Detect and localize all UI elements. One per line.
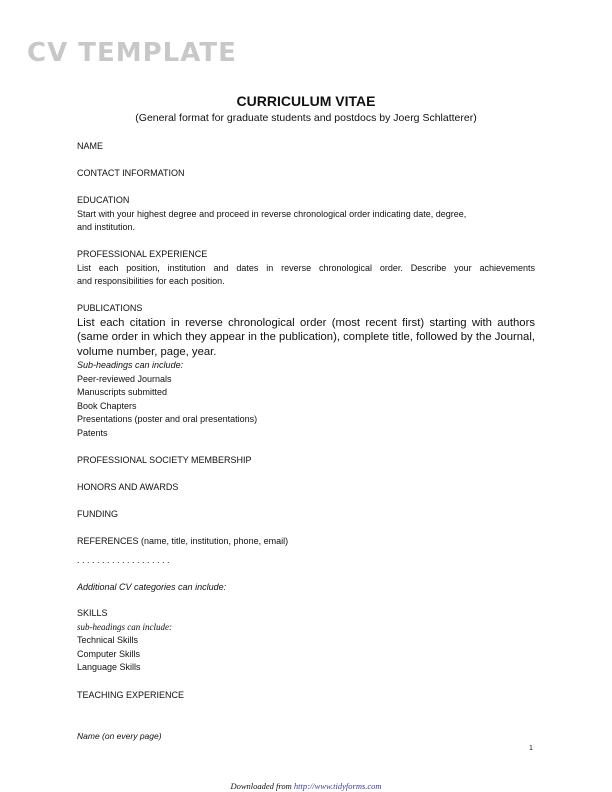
- skills-subheading: sub-headings can include:: [77, 621, 172, 632]
- society-heading: PROFESSIONAL SOCIETY MEMBERSHIP: [77, 455, 252, 465]
- download-prefix: Downloaded from: [230, 781, 292, 791]
- funding-heading: FUNDING: [77, 509, 118, 519]
- section-experience: [77, 248, 535, 289]
- experience-heading: PROFESSIONAL EXPERIENCE: [77, 249, 208, 259]
- section-additional: [77, 581, 535, 595]
- download-link[interactable]: http://www.tidyforms.com: [293, 781, 382, 791]
- section-society: [77, 454, 535, 468]
- education-text-1: Start with your highest degree and proceed in reverse chronological order indicating date, degree,: [77, 208, 467, 219]
- skills-item: Computer Skills: [77, 648, 141, 659]
- section-name: [77, 140, 535, 154]
- references-dots: . . . . . . . . . . . . . . . . . . .: [77, 554, 170, 565]
- publications-item: Peer-reviewed Journals: [77, 373, 172, 384]
- publications-heading: PUBLICATIONS: [77, 303, 143, 313]
- publications-text-2: (same order in which they appear in the publication), complete title, followed by the Journal,: [77, 331, 535, 343]
- name-heading: NAME: [77, 141, 104, 151]
- education-text-2: and institution.: [77, 222, 136, 232]
- section-funding: [77, 508, 535, 522]
- experience-text-2: and responsibilities for each position.: [77, 276, 225, 286]
- honors-heading: HONORS AND AWARDS: [77, 482, 179, 492]
- download-footer: [0, 781, 612, 791]
- section-honors: [77, 481, 535, 495]
- contact-heading: CONTACT INFORMATION: [77, 168, 185, 178]
- watermark: CV TEMPLATE: [27, 38, 237, 68]
- skills-item: Technical Skills: [77, 635, 139, 645]
- document-title: CURRICULUM VITAE: [236, 93, 376, 109]
- experience-text-1: List each position, institution and dates in reverse chronological order. Describe your achievements: [77, 262, 535, 273]
- section-skills: [77, 607, 535, 675]
- publications-subheading: Sub-headings can include:: [77, 360, 184, 370]
- education-heading: EDUCATION: [77, 195, 130, 205]
- page-number: 1: [529, 745, 533, 752]
- publications-text-1: List each citation in reverse chronological order (most recent first) starting with authors: [77, 316, 535, 329]
- additional-categories: Additional CV categories can include:: [77, 582, 227, 592]
- publications-item: Presentations (poster and oral presentations): [77, 414, 258, 424]
- publications-text-3: volume number, page, year.: [77, 345, 217, 358]
- section-publications: [77, 302, 535, 440]
- footer-name-note: Name (on every page): [77, 731, 162, 741]
- section-education: [77, 194, 535, 235]
- publications-item: Patents: [77, 427, 108, 438]
- section-contact: [77, 167, 535, 181]
- section-teaching: [77, 689, 535, 703]
- publications-item: Book Chapters: [77, 400, 137, 411]
- publications-item: Manuscripts submitted: [77, 387, 168, 397]
- section-references: [77, 535, 535, 567]
- document-subtitle: (General format for graduate students and postdocs by Joerg Schlatterer): [135, 112, 477, 124]
- skills-heading: SKILLS: [77, 608, 108, 618]
- references-heading: REFERENCES (name, title, institution, phone, email): [77, 536, 289, 546]
- skills-item: Language Skills: [77, 662, 141, 672]
- teaching-heading: TEACHING EXPERIENCE: [77, 690, 185, 700]
